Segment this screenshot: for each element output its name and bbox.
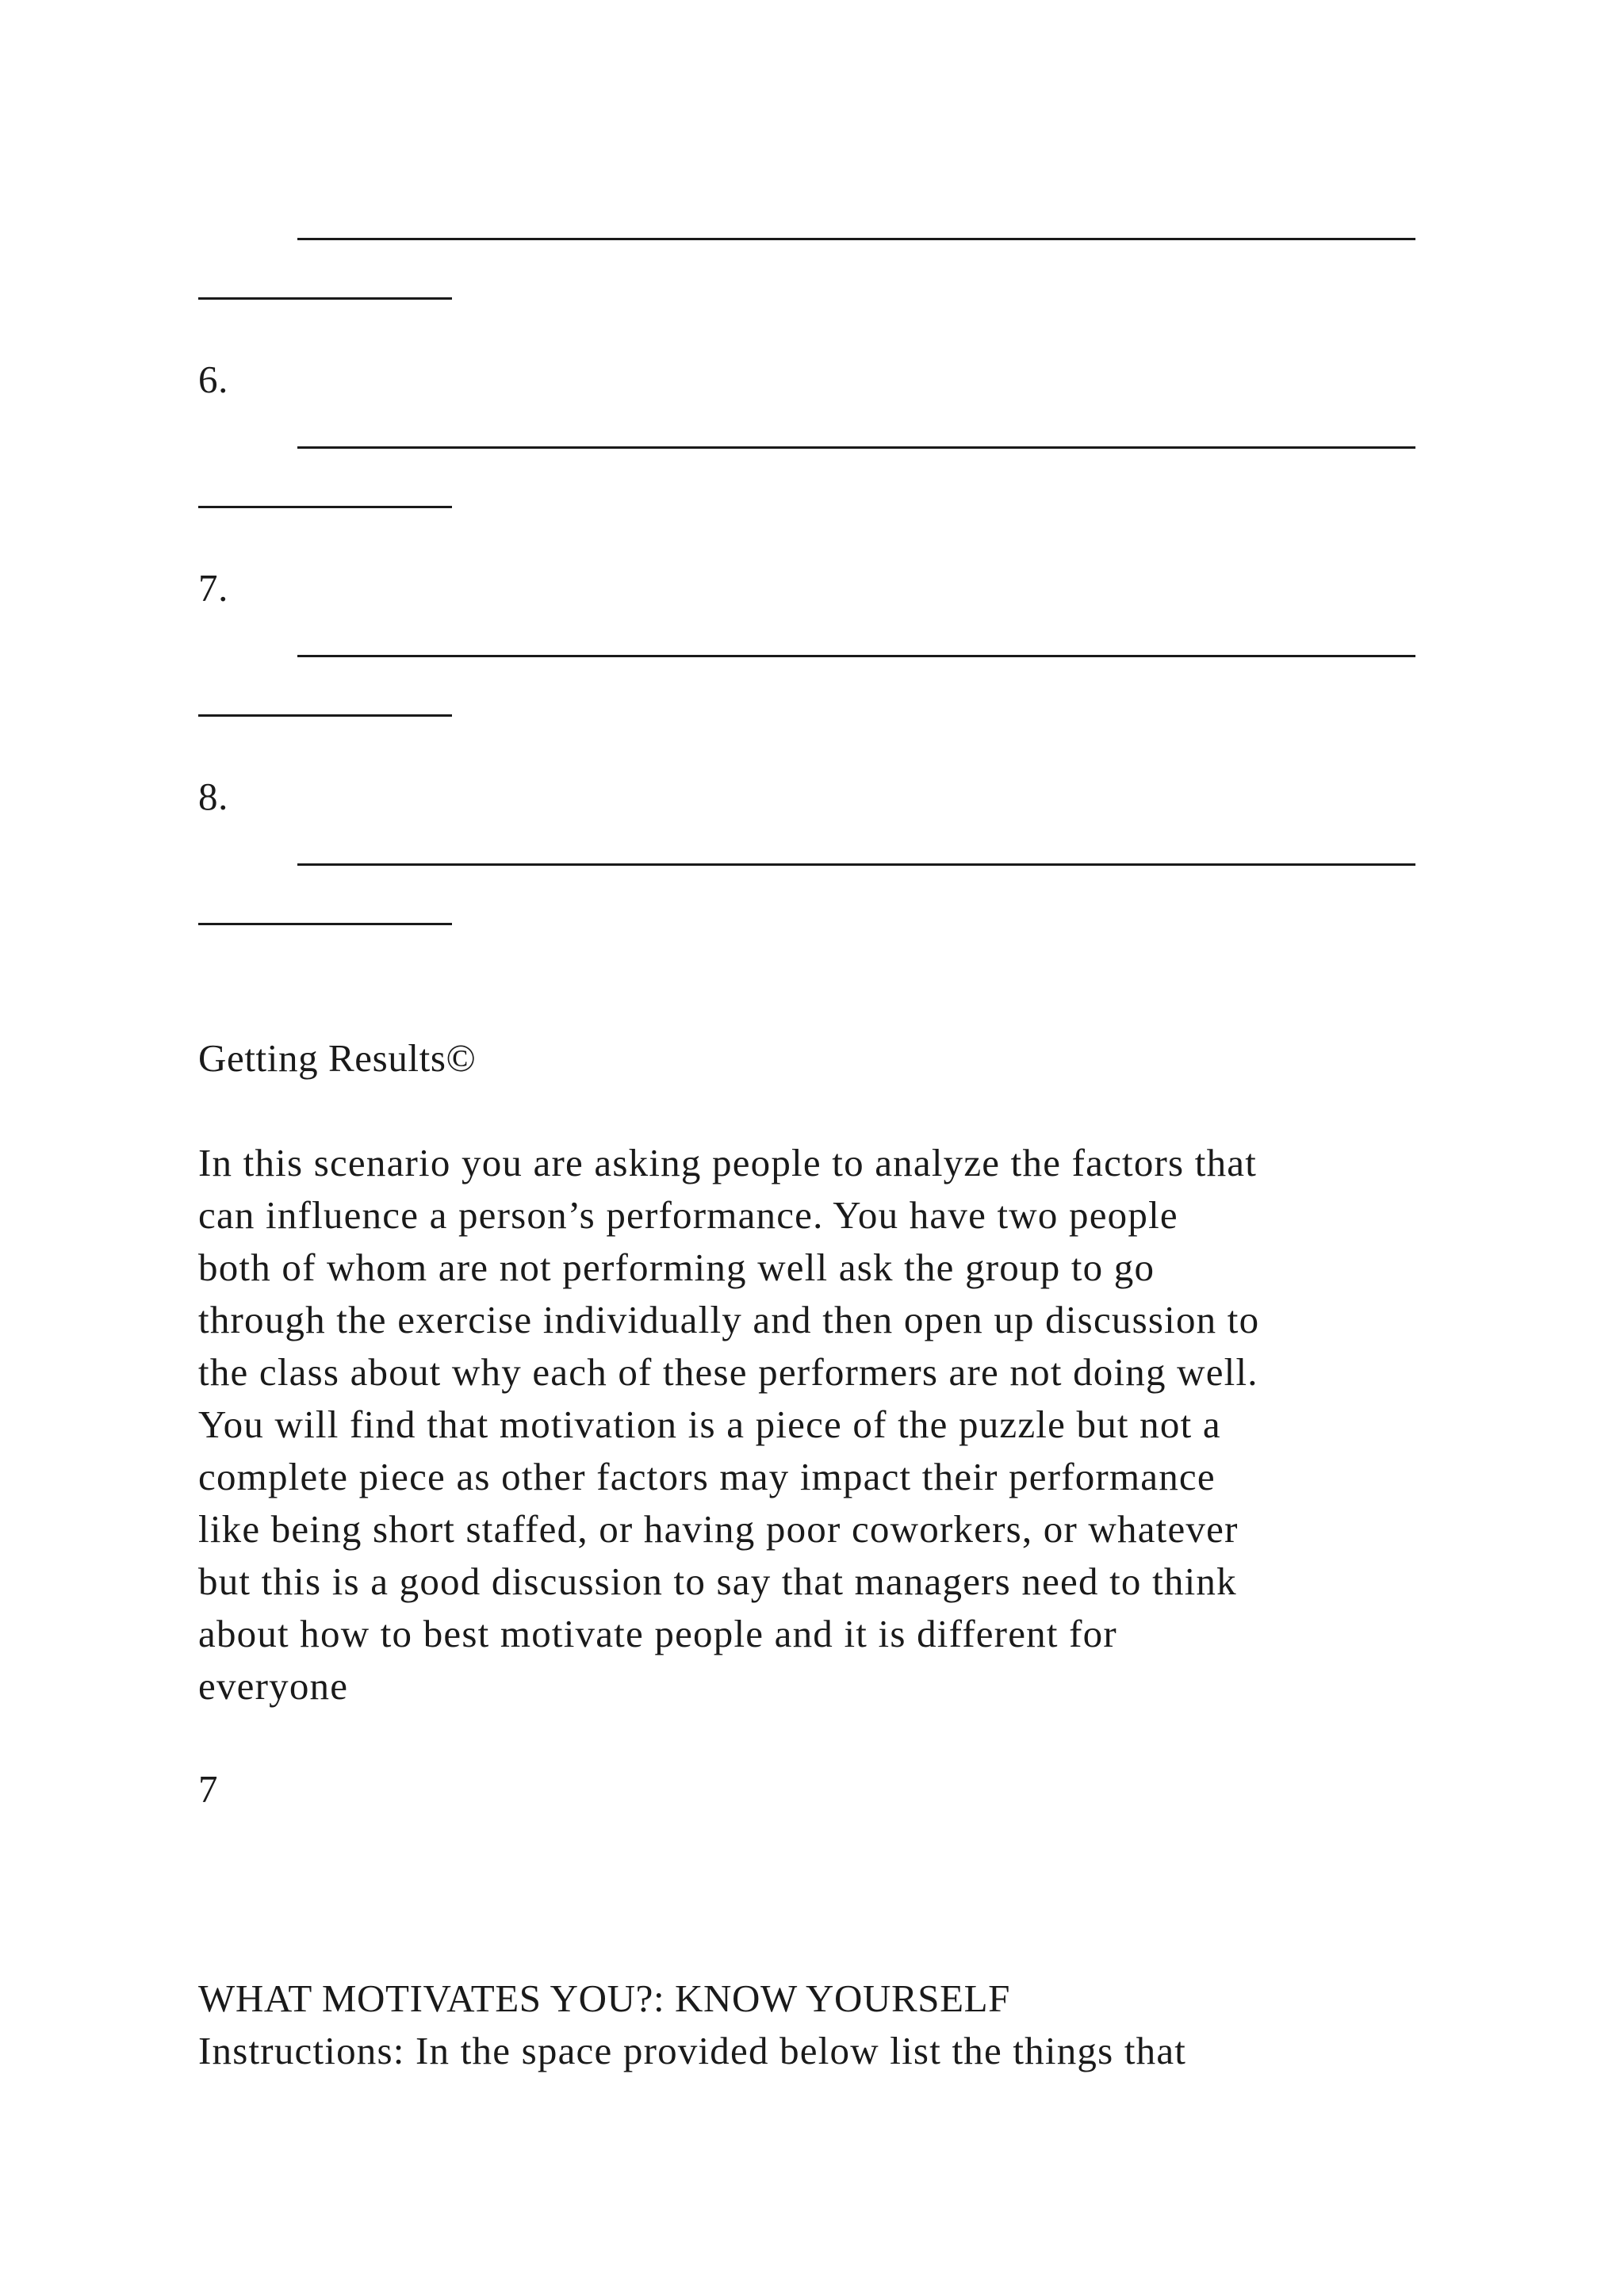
next-section-instructions: Instructions: In the space provided below list the things that	[198, 2029, 1187, 2072]
paragraph-line: can influence a person’s performance. You have two people	[198, 1193, 1178, 1237]
paragraph-line: complete piece as other factors may impact their performance	[198, 1455, 1216, 1498]
paragraph-line: like being short staffed, or having poor coworkers, or whatever	[198, 1507, 1239, 1551]
answer-line-continuation	[198, 506, 452, 508]
paragraph-line: In this scenario you are asking people to analyze the factors that	[198, 1141, 1258, 1184]
answer-line	[297, 446, 1415, 449]
answer-line-continuation	[198, 297, 452, 300]
list-item-number: 7.	[198, 566, 228, 610]
answer-line	[297, 238, 1415, 240]
paragraph-line: through the exercise individually and then open up discussion to	[198, 1298, 1260, 1341]
answer-line-continuation	[198, 923, 452, 925]
paragraph-line: everyone	[198, 1664, 349, 1708]
paragraph-line: You will find that motivation is a piece of the puzzle but not a	[198, 1402, 1221, 1446]
paragraph-line: both of whom are not performing well ask the group to go	[198, 1246, 1155, 1289]
answer-line	[297, 863, 1415, 866]
section-title: Getting Results©	[198, 1036, 477, 1080]
list-item-number: 6.	[198, 358, 228, 401]
paragraph-line: but this is a good discussion to say that managers need to think	[198, 1559, 1237, 1603]
answer-line	[297, 655, 1415, 657]
page-number: 7	[198, 1767, 219, 1811]
answer-line-continuation	[198, 714, 452, 717]
paragraph-line: the class about why each of these performers are not doing well.	[198, 1350, 1258, 1394]
list-item-number: 8.	[198, 775, 228, 818]
paragraph-line: about how to best motivate people and it is different for	[198, 1612, 1117, 1655]
next-section-title: WHAT MOTIVATES YOU?: KNOW YOURSELF	[198, 1976, 1010, 2020]
